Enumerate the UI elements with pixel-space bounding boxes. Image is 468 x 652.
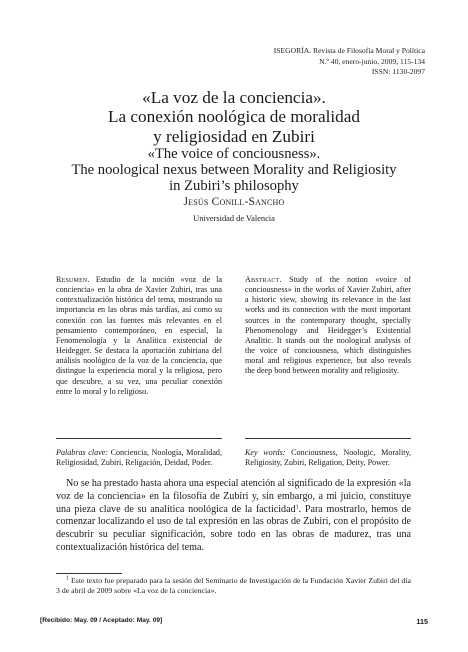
spanish-title-line-1: «La voz de la conciencia». — [142, 88, 326, 107]
resumen-label: Resumen. — [56, 275, 90, 284]
english-title-line-3: in Zubiri’s philosophy — [169, 178, 299, 195]
body-text-part-1: No se ha prestado hasta ahora una especial atención al significado de la expresión «la voz de la conciencia» en la filosofía de Zubiri y, sin embargo, a mi juicio, constituye una pieza clave de su analítica noológica de la facticidad — [56, 478, 411, 515]
received-accepted-dates: [Recibido: May. 09 / Aceptado: May. 09] — [40, 617, 163, 624]
page-number: 115 — [416, 617, 428, 626]
footnote-text: Este texto fue preparado para la sesión del Seminario de Investigación de la Fundación Xavier Zubiri del día 3 de abril de 2009 sobre «La voz de la conciencia». — [56, 576, 411, 596]
author-affiliation: Universidad de Valencia — [193, 214, 275, 223]
palabras-clave-block — [56, 448, 222, 468]
footnote-number: 1 — [66, 575, 69, 582]
resumen-divider — [56, 438, 222, 439]
key-words-block — [245, 448, 411, 468]
resumen-text: Estudio de la noción «voz de la conciencia» en la obra de Xavier Zubiri, tras una contextualización histórica del tema, mostrando su importancia en las obras más tardías, así como su conexión con las fuentes más relevantes en el pensamiento contemporáneo, en especial, la Fenomenología y la Analítica existencial de Heidegger. Se destaca la aportación zubiriana del análisis noológico de la voz de la conciencia, que distingue la experiencia moral y la religiosa, pero que descubre, a su vez, una peculiar conexión entre lo moral y lo religioso. — [56, 275, 222, 396]
spanish-title — [0, 88, 468, 146]
palabras-clave-text: Conciencia, Noología, Moralidad, Religiosidad, Zubiri, Religación, Deidad, Poder. — [56, 448, 222, 468]
author-name: Jesús Conill-Sancho — [183, 196, 285, 208]
spanish-title-line-3: y religiosidad en Zubiri — [153, 126, 315, 146]
journal-name: ISEGORÍA. Revista de Filosofía Moral y Política — [273, 46, 425, 55]
body-text-part-2: . Para mostrarlo, hemos de comenzar localizando el uso de tal expresión en las obras de Zubiri, con el propósito de descubrir su peculiar significación, sobre todo en las obras de madurez, tras una contextualización histórica del tema. — [56, 503, 412, 553]
body-paragraph — [56, 478, 411, 555]
journal-header — [165, 46, 425, 78]
abstract-label: Abstract. — [245, 275, 282, 284]
english-title — [0, 146, 468, 195]
footnote-reference[interactable]: 1 — [295, 504, 299, 511]
spanish-title-line-2: La conexión noológica de moralidad — [108, 107, 360, 127]
footnote-rule — [56, 573, 122, 574]
resumen-block — [56, 275, 222, 397]
journal-issn: ISSN: 1130-2097 — [371, 67, 425, 77]
english-title-line-2: The noological nexus between Morality and Religiosity — [71, 162, 397, 179]
key-words-text: Conciousness, Noologic, Morality, Religiosity, Zubiri, Religation, Deity, Power. — [245, 448, 411, 468]
abstract-block — [245, 275, 411, 377]
footnote — [56, 576, 411, 596]
english-title-line-1: «The voice of conciousness». — [147, 146, 321, 162]
palabras-clave-label: Palabras clave: — [56, 448, 109, 457]
abstract-divider — [245, 438, 411, 439]
abstract-text: Study of the notion «voice of conciousness» in the works of Xavier Zubiri, after a historic view, showing its relevance in the last works and its connection with the most important sources in the contemporary thought, specially Phenomenology and Heidegger’s Existential Analitic. It stands out the noological analysis of the voice of conciousness, which distinguishes moral and religious experience, but also reveals the deep bond between morality and religiosity. — [245, 275, 411, 376]
key-words-label: Key words: — [245, 448, 286, 457]
journal-issue: N.º 40, enero-junio, 2009, 115-134 — [319, 56, 425, 66]
